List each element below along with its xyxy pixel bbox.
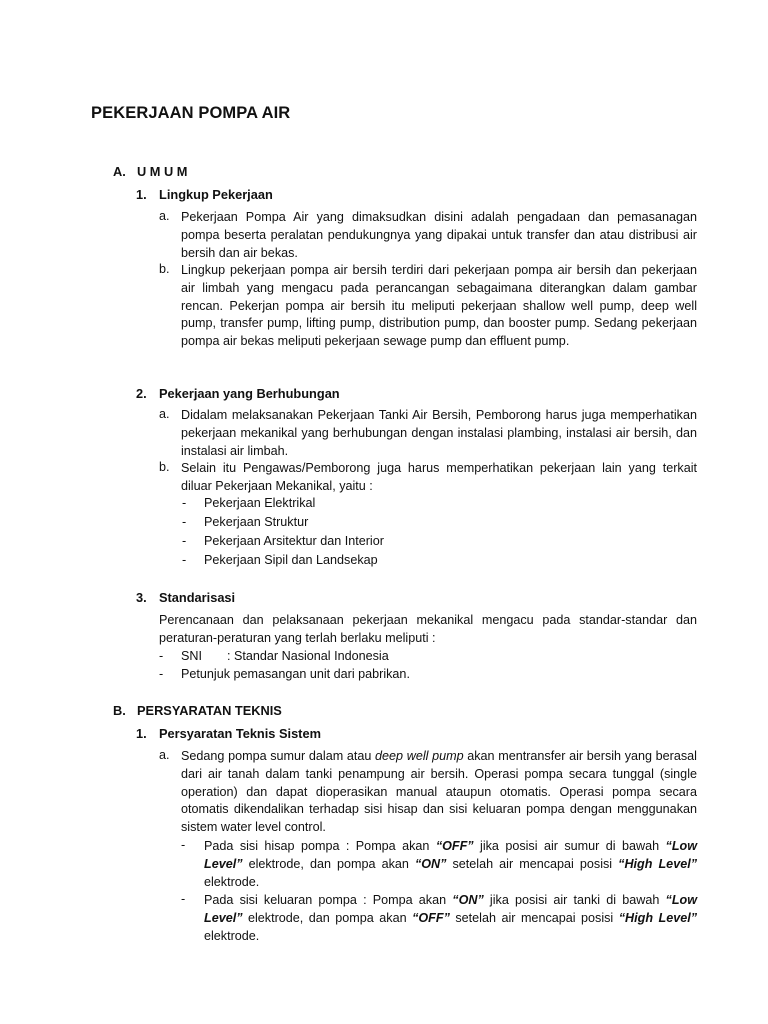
list-item: Pekerjaan Struktur [204, 515, 309, 529]
subsection-b1-heading: Persyaratan Teknis Sistem [159, 726, 321, 741]
list-dash: - [181, 892, 186, 906]
item-a1a-label: a. [159, 209, 170, 223]
list-dash: - [182, 496, 187, 510]
item-b1a-text: Sedang pompa sumur dalam atau deep well pump akan mentransfer air bersih yang berasal dari air tanah dalam tanki penampung air bersih. Operasi pompa secara tunggal (single operation) dan dapat dioperasikan manual ataupun otomatis. Operasi pompa secara otomatis dikendalikan terhadap sisi hisap dan sisi keluaran pompa dengan menggunakan sistem water level control. [181, 749, 697, 835]
subsection-a1-heading: Lingkup Pekerjaan [159, 187, 273, 202]
subsection-a2-heading: Pekerjaan yang Berhubungan [159, 386, 340, 401]
section-a-heading: U M U M [137, 164, 188, 179]
sni-abbreviation: SNI [181, 649, 202, 663]
item-a2a-text: Didalam melaksanakan Pekerjaan Tanki Air Bersih, Pemborong harus juga memperhatikan pekerjaan mekanikal yang berhubungan dengan instalasi plambing, instalasi air bersih, dan instalasi air limbah. [181, 408, 697, 458]
item-a2a-label: a. [159, 407, 170, 421]
subsection-a2-number: 2. [136, 386, 147, 401]
list-dash: - [182, 534, 187, 548]
item-a1b-text: Lingkup pekerjaan pompa air bersih terdiri dari pekerjaan pompa air bersih dan pekerjaan air limbah yang mengacu pada perancangan sebagaimana diterangkan dalam gambar rencan. Pekerjan pompa air bersih itu meliputi pekerjaan shallow well pump, deep well pump, transfer pump, lifting pump, distribution pump, dan booster pump. Sedang pekerjaan pompa air bekas meliputi pekerjaan sewage pump dan effluent pump. [181, 263, 697, 349]
list-item: Pekerjaan Sipil dan Landsekap [204, 553, 378, 567]
item-a1a-text: Pekerjaan Pompa Air yang dimaksudkan disini adalah pengadaan dan pemasanagan pompa beserta peralatan pendukungnya yang dipakai untuk transfer dan atau distribusi air bersih dan air bekas. [181, 210, 697, 260]
subsection-a1-number: 1. [136, 187, 147, 202]
keluaran-condition-text: Pada sisi keluaran pompa : Pompa akan “ON” jika posisi air tanki di bawah “Low Level” elektrode, dan pompa akan “OFF” setelah air mencapai posisi “High Level” elektrode. [204, 893, 697, 943]
subsection-a3-heading: Standarisasi [159, 590, 236, 605]
subsection-b1-number: 1. [136, 726, 147, 741]
item-a2b-label: b. [159, 460, 170, 474]
list-item: Petunjuk pemasangan unit dari pabrikan. [181, 667, 410, 681]
item-a2b-text: Selain itu Pengawas/Pemborong juga harus memperhatikan pekerjaan lain yang terkait diluar Pekerjaan Mekanikal, yaitu : [181, 461, 697, 493]
page-title: PEKERJAAN POMPA AIR [91, 104, 291, 122]
item-b1a-label: a. [159, 748, 170, 762]
section-b-label: B. [113, 703, 126, 718]
list-dash: - [181, 838, 186, 852]
section-a-label: A. [113, 164, 126, 179]
list-dash: - [159, 667, 164, 681]
sni-description: : Standar Nasional Indonesia [227, 649, 389, 663]
list-dash: - [182, 515, 187, 529]
list-dash: - [182, 553, 187, 567]
hisap-condition-text: Pada sisi hisap pompa : Pompa akan “OFF” jika posisi air sumur di bawah “Low Level” elektrode, dan pompa akan “ON” setelah air mencapai posisi “High Level” elektrode. [204, 839, 697, 889]
paragraph-standarisasi: Perencanaan dan pelaksanaan pekerjaan mekanikal mengacu pada standar-standar dan peraturan-peraturan yang terlah berlaku meliputi : [159, 613, 697, 645]
list-item: Pekerjaan Arsitektur dan Interior [204, 534, 384, 548]
subsection-a3-number: 3. [136, 590, 147, 605]
list-item: Pekerjaan Elektrikal [204, 496, 316, 510]
item-a1b-label: b. [159, 262, 170, 276]
section-b-heading: PERSYARATAN TEKNIS [137, 703, 282, 718]
list-dash: - [159, 649, 164, 663]
